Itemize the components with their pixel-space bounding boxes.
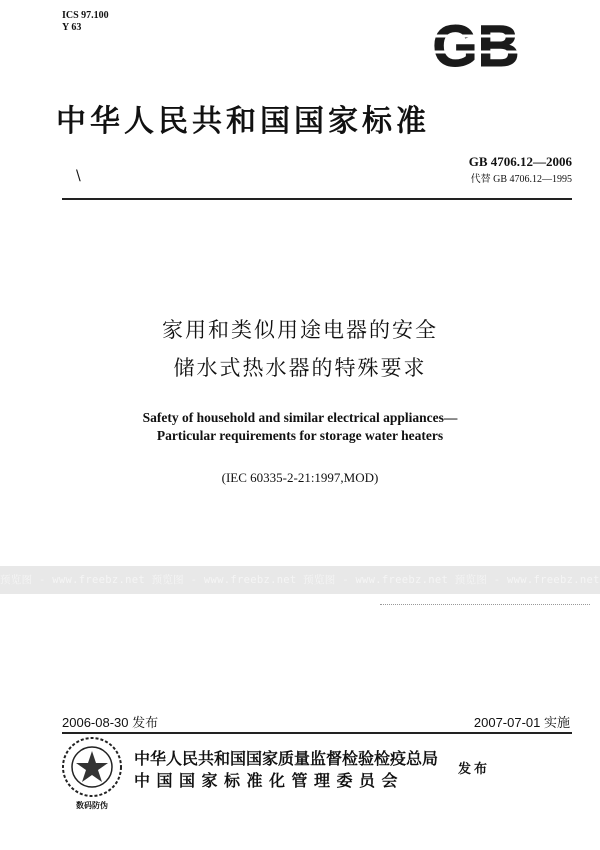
issuer-block bbox=[134, 748, 438, 792]
anti-counterfeit-seal bbox=[60, 735, 124, 799]
title-en-line1: Safety of household and similar electrical appliances— bbox=[142, 410, 458, 425]
publish-label: 发布 bbox=[458, 762, 491, 777]
issuer-line2: 中国国家标准化管理委员会 bbox=[134, 771, 405, 790]
issuer-line1: 中华人民共和国国家质量监督检验检疫总局 bbox=[134, 749, 439, 768]
ics-code: ICS 97.100 bbox=[62, 10, 109, 21]
standard-name: 中华人民共和国国家标准 bbox=[56, 104, 430, 139]
classification-code: Y 63 bbox=[62, 22, 82, 33]
margin-mark: \ bbox=[76, 168, 81, 184]
iec-reference: (IEC 60335-2-21:1997,MOD) bbox=[221, 470, 379, 485]
issue-date: 2006-08-30 发布 bbox=[62, 715, 159, 730]
title-en-line2: Particular requirements for storage water heaters bbox=[156, 428, 444, 443]
implementation-date: 2007-07-01 实施 bbox=[473, 715, 570, 730]
standard-number-block bbox=[372, 154, 572, 185]
footer-divider bbox=[62, 732, 572, 734]
title-cn-line1: 家用和类似用途电器的安全 bbox=[162, 318, 438, 342]
ics-code-block bbox=[62, 10, 109, 34]
scan-artifact-dots bbox=[380, 604, 590, 607]
gb-logo-text: GB bbox=[432, 16, 520, 74]
title-cn-line2: 储水式热水器的特殊要求 bbox=[173, 356, 427, 380]
watermark-text: 预览图 - www.freebz.net 预览图 - www.freebz.net 预览图 - www.freebz.net 预览图 - www.freebz.net bbox=[0, 574, 600, 586]
header-divider bbox=[62, 198, 572, 200]
seal-caption: 数码防伪 bbox=[76, 801, 108, 810]
standard-number: GB 4706.12—2006 bbox=[468, 154, 572, 169]
gb-logo bbox=[416, 16, 536, 74]
replaces-standard: 代替 GB 4706.12—1995 bbox=[470, 174, 572, 185]
